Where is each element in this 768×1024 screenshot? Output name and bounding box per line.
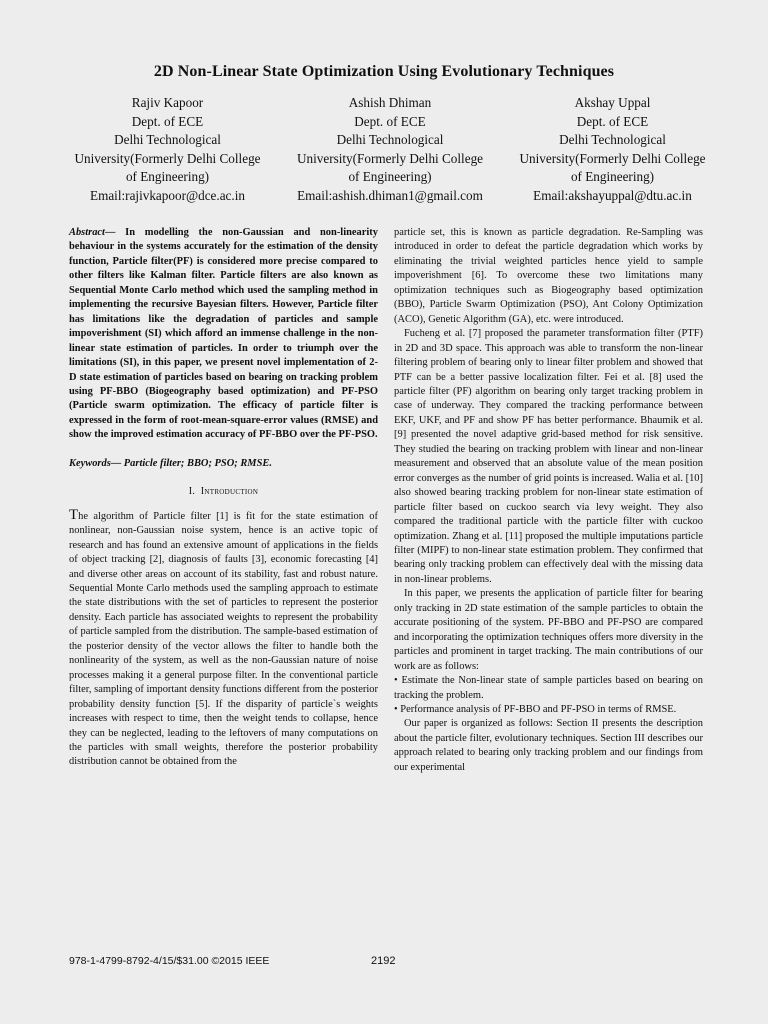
related-work-paragraph: Fucheng et al. [7] proposed the parameter transformation filter (PTF) in 2D and 3D space. This approach was able to transform the non-linear filtering problem of bearing only to linear filter problem and showed that PTF can be a better passive localization filter. Fei et al. [8] used the particle filter (PF) algorithm on bearing only target tracking problem in case of underway. They compared the tracking performance between EKF, UKF, and PF and show PF has better performance. Bhaumik et al. [9] presented the novel adaptive grid-based method for risk sensitive. They studied the bearing on tracking problem with linear and non-linear measurement and observed that an absolute value of the mean position error converges as the number of grid points is increased. Walia et al. [10] also showed bearing tracking problem for non-linear state estimation of particle filter based on cuckoo search via levy weight. They also compared the traditional particle with the particle filter with cuckoo optimization. Zhang et al. [11] proposed the multiple imputations particle filter (MIPF) to non-linear state estimation problem. They confirmed that bearing only tracking problem can effectively deal with the missing data in non-linear problems.	[394, 328, 703, 585]
paper-title: 2D Non-Linear State Optimization Using Evolutionary Techniques	[153, 63, 615, 80]
keywords	[69, 457, 378, 471]
left-column	[69, 226, 378, 770]
section-number: I.	[188, 486, 196, 498]
intro-continued: particle set, this is known as particle degradation. Re-Sampling was introduced in order to defeat the particle degradation which works by eliminating the trivial weighted particles hence yield to sample impoverishment [6]. To overcome these two limitations many optimization techniques such as Biogeography based optimization (BBO), Particle Swarm Optimization (PSO), Ant Colony Optimization (ACO), Genetic Algorithm (GA), etc. were introduced.	[394, 227, 703, 325]
author-institution: University(Formerly Delhi College	[74, 150, 261, 166]
author-institution: of Engineering)	[125, 169, 210, 185]
author-institution: University(Formerly Delhi College	[519, 150, 706, 166]
author-institution: Delhi Technological	[336, 132, 444, 148]
keywords-text: Particle filter; BBO; PSO; RMSE.	[121, 457, 272, 469]
contribution-paragraph: In this paper, we presents the application of particle filter for bearing only tracking in 2D state estimation of the sample particles to obtain the accurate positioning of the system. PF-BBO and PF-PSO are compared and incorporating the optimization techniques offers more diversity in the particles and prominent in target tracking. The main contributions of our work are as follows:	[394, 588, 703, 672]
author-name: Rajiv Kapoor	[131, 95, 204, 110]
abstract-text: In modelling the non-Gaussian and non-linearity behaviour in the systems accurately for the estimation of the density function, Particle filter(PF) is considered more precise compared to other filters like Kalman filter. Particle filters are also known as Sequential Monte Carlo method which used the sampling method in implementing the recursive Bayesian filters. However, Particle filter has limitations like the degradation of particles and sample impoverishment (SI) which afford an immense challenge in the non-linear state estimation of particles. In order to triumph over the limitations (SI), in this paper, we present novel implementation of 2-D state estimation of particles based on bearing on tracking problem using PF-BBO (Biogeography based optimization) and PF-PSO (Particle swarm optimization. The efficacy of particle filter is expressed in the form of root-mean-square-error values (RMSE) and show the improved estimation accuracy of PF-BBO over the PF-PSO.	[69, 227, 378, 441]
author-1	[60, 94, 275, 206]
intro-paragraph	[69, 508, 378, 770]
keywords-lead: Keywords—	[69, 457, 122, 469]
abstract	[69, 226, 378, 443]
author-dept: Dept. of ECE	[576, 113, 649, 129]
section-title: Introduction	[200, 486, 259, 498]
author-dept: Dept. of ECE	[131, 113, 204, 129]
author-dept: Dept. of ECE	[354, 113, 426, 129]
organization-paragraph: Our paper is organized as follows: Section II presents the description about the particle filter, evolutionary techniques. Section III describes our approach related to bearing only tracking problem and our findings from our experimental	[394, 718, 703, 773]
author-institution: of Engineering)	[348, 169, 432, 185]
author-email: Email:akshayuppal@dtu.ac.in	[533, 187, 692, 203]
author-2	[283, 94, 498, 206]
contribution-bullet-1: • Estimate the Non-linear state of sample particles based on bearing on tracking the problem.	[394, 675, 703, 701]
author-institution: of Engineering)	[570, 169, 655, 185]
author-email: Email:ashish.dhiman1@gmail.com	[297, 187, 483, 203]
page-number: 2192	[371, 955, 396, 967]
author-institution: University(Formerly Delhi College	[296, 150, 484, 166]
contribution-bullet-2: • Performance analysis of PF-BBO and PF-PSO in terms of RMSE.	[394, 703, 677, 715]
abstract-lead: Abstract—	[69, 227, 116, 238]
author-name: Akshay Uppal	[574, 95, 651, 110]
author-3	[505, 94, 720, 206]
author-email: Email:rajivkapoor@dce.ac.in	[90, 187, 245, 203]
author-institution: Delhi Technological	[559, 132, 666, 148]
drop-cap: T	[69, 506, 79, 523]
right-column	[394, 226, 703, 775]
author-institution: Delhi Technological	[114, 132, 221, 148]
intro-text: he algorithm of Particle filter [1] is fit for the state estimation of nonlinear, non-Gaussian noise system, hence is an active topic of research and has found an extensive amount of applications in the fields of object tracking [2], diagnosis of faults [3], economic forecasting [4] and diverse other areas on account of its stability, fast and robust nature. Sequential Monte Carlo methods used the sampling approach to estimate the state distributions with the set of particles to represent the posterior density. Each particle has associated weights to represent the probability of particle sampled from the distribution. The sample-based estimation of the posterior density of the vector allows the filter to handle both the nonlinearity of the system, as well as the non-Gaussian nature of noise processes making it a general purpose filter. In the conventional particle filter, sampling of important density functions different from the posterior probability density function [5]. If the disparity of particle`s weights increases with respect to time, then the weight tends to collapse, hence they can be neglected, leading to the leftovers of many computations on the particles with small weights, therefore the posterior probability distribution cannot be obtained from the	[69, 510, 378, 768]
author-name: Ashish Dhiman	[348, 95, 432, 110]
section-heading	[69, 485, 378, 499]
author-block	[60, 94, 720, 206]
copyright-footer: 978-1-4799-8792-4/15/$31.00 ©2015 IEEE	[69, 955, 270, 967]
